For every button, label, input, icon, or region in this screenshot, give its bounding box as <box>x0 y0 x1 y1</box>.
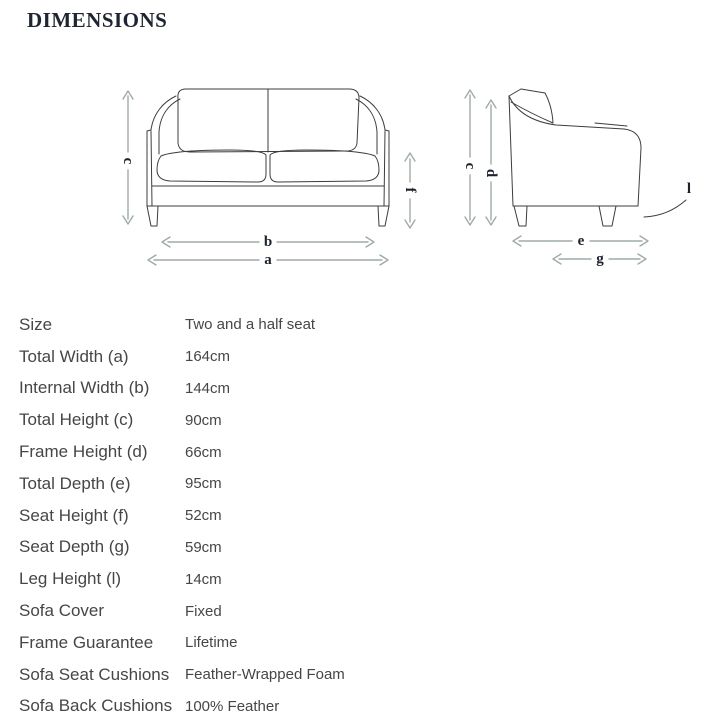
spec-row <box>19 563 679 595</box>
spec-row <box>19 341 679 373</box>
dim-label-front-a: a <box>264 252 272 268</box>
spec-label: Size <box>19 314 53 334</box>
dimension-arrow-side-d <box>483 100 499 225</box>
dim-label-front-b: b <box>263 234 273 250</box>
spec-label: Total Height (c) <box>19 410 134 430</box>
spec-label: Seat Height (f) <box>19 505 129 525</box>
spec-value: 14cm <box>185 570 222 588</box>
spec-label: Seat Depth (g) <box>19 537 130 557</box>
spec-label: Total Depth (e) <box>19 473 131 493</box>
dimension-arrow-side-e <box>513 233 648 249</box>
spec-row <box>19 404 679 436</box>
spec-row <box>19 691 679 720</box>
dim-label-side-c: c <box>462 162 478 170</box>
spec-label: Frame Height (d) <box>19 442 148 462</box>
spec-value: 59cm <box>185 538 222 556</box>
dimension-arrow-side-g <box>553 251 646 267</box>
spec-value: 164cm <box>185 348 231 366</box>
dim-label-side-d: d <box>483 168 499 178</box>
dim-label-front-f: f <box>402 187 418 193</box>
dimension-arrow-front-c <box>120 91 136 224</box>
spec-row <box>19 500 679 532</box>
spec-label: Sofa Cover <box>19 601 105 621</box>
spec-label: Frame Guarantee <box>19 632 154 652</box>
dimension-arrow-front-a <box>148 252 388 268</box>
spec-value: Feather-Wrapped Foam <box>185 666 345 684</box>
dimension-arrow-side-c <box>462 90 478 225</box>
dim-label-side-e: e <box>577 233 585 249</box>
spec-label: Sofa Back Cushions <box>19 696 173 716</box>
spec-label: Total Width (a) <box>19 346 129 366</box>
spec-value: 90cm <box>185 411 222 429</box>
spec-row <box>19 627 679 659</box>
spec-value: Two and a half seat <box>185 316 316 334</box>
dim-label-front-c: c <box>120 157 136 165</box>
sofa-dimensions-diagram <box>0 58 715 300</box>
spec-label: Sofa Seat Cushions <box>19 664 170 684</box>
spec-row <box>19 595 679 627</box>
page-title: DIMENSIONS <box>27 8 168 32</box>
dimension-arrow-front-f <box>402 153 418 228</box>
dim-label-side-l: l <box>686 181 692 197</box>
spec-row <box>19 468 679 500</box>
spec-table <box>19 309 679 720</box>
spec-value: 52cm <box>185 507 222 525</box>
spec-row <box>19 659 679 691</box>
spec-value: Fixed <box>185 602 222 620</box>
spec-row <box>19 309 679 341</box>
sofa-side-view-drawing <box>509 89 686 226</box>
spec-value: Lifetime <box>185 634 238 652</box>
sofa-front-view-drawing <box>147 89 389 226</box>
spec-value: 144cm <box>185 379 231 397</box>
spec-value: 66cm <box>185 443 222 461</box>
dimension-arrow-front-b <box>162 234 374 250</box>
spec-label: Internal Width (b) <box>19 378 150 398</box>
spec-row <box>19 532 679 564</box>
dim-label-side-g: g <box>596 251 604 267</box>
spec-row <box>19 373 679 405</box>
spec-value: 95cm <box>185 475 222 493</box>
spec-row <box>19 436 679 468</box>
spec-value: 100% Feather <box>185 697 280 715</box>
spec-label: Leg Height (l) <box>19 569 122 589</box>
